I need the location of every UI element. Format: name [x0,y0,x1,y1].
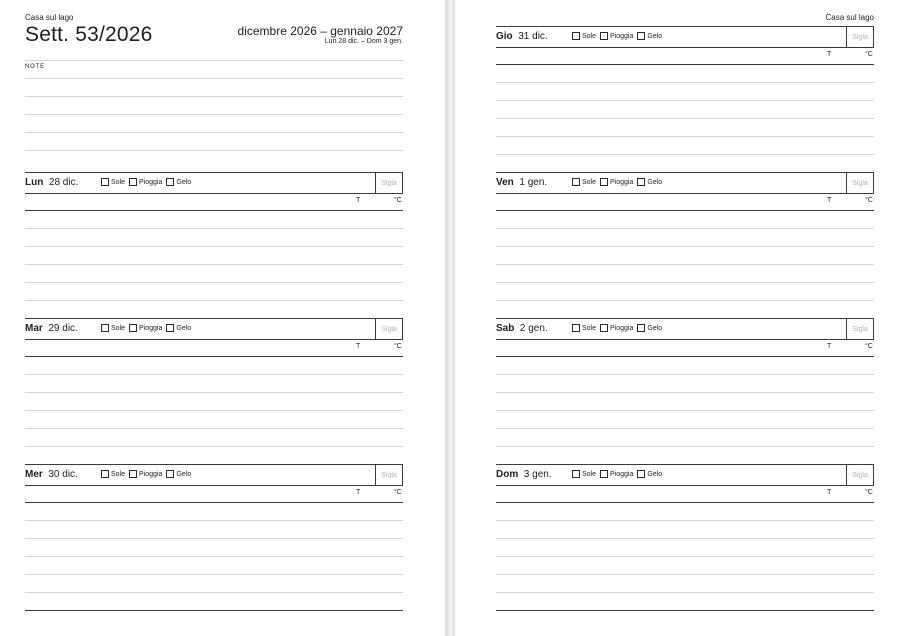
day-top-rule [25,172,403,173]
day-date: 3 gen. [523,469,552,480]
rain-checkbox[interactable] [129,470,137,478]
frost-option[interactable] [166,178,191,186]
sigla-label: Sigla [852,33,868,41]
writing-line [496,410,874,411]
writing-line [496,592,874,593]
writing-line [25,556,403,557]
sun-label: Sole [111,324,126,332]
sun-label: Sole [582,32,597,40]
temperature-unit: °C [865,197,873,204]
rain-option[interactable] [600,178,633,186]
frost-checkbox[interactable] [166,470,174,478]
sigla-label: Sigla [381,471,397,479]
writing-line [25,300,403,301]
notes-line [25,78,403,79]
sun-option[interactable] [101,470,125,478]
day-section [496,318,874,468]
frost-label: Gelo [176,178,192,186]
frost-option[interactable] [637,32,662,40]
sun-checkbox[interactable] [572,32,580,40]
writing-line [496,118,874,119]
rain-label: Pioggia [139,324,163,332]
rain-option[interactable] [129,178,162,186]
sigla-box[interactable] [846,464,874,486]
writing-line [25,410,403,411]
day-of-week: Mer [25,469,43,480]
temperature-rule [496,356,874,357]
sun-option[interactable] [572,178,596,186]
day-label [25,469,78,480]
sun-checkbox[interactable] [101,324,109,332]
temperature-rule [496,210,874,211]
notes-line [25,132,403,133]
day-of-week: Sab [496,323,515,334]
writing-line [496,282,874,283]
day-of-week: Lun [25,177,44,188]
temperature-rule [25,210,403,211]
temperature-rule [496,502,874,503]
day-label [25,323,78,334]
day-header-rule [25,485,403,486]
sun-label: Sole [111,178,126,186]
rain-label: Pioggia [610,324,634,332]
temperature-label: T [827,51,832,58]
writing-line [496,246,874,247]
writing-line [25,228,403,229]
temperature-rule [496,64,874,65]
day-date: 28 dic. [48,177,79,188]
writing-line [25,282,403,283]
writing-line [496,556,874,557]
day-top-rule [25,464,403,465]
sigla-box[interactable] [846,318,874,340]
book-gutter [445,0,455,636]
weather-options [101,178,195,186]
day-date: 29 dic. [48,323,78,334]
frost-option[interactable] [166,324,191,332]
left-page [0,0,445,636]
sun-checkbox[interactable] [101,178,109,186]
notes-line [25,96,403,97]
temperature-unit: °C [394,343,402,350]
frost-checkbox[interactable] [637,178,645,186]
sun-option[interactable] [572,470,596,478]
frost-label: Gelo [647,32,663,40]
temperature-unit: °C [865,51,873,58]
page-bottom-rule [25,610,403,611]
writing-line [25,520,403,521]
frost-checkbox[interactable] [637,32,645,40]
writing-line [25,428,403,429]
sun-option[interactable] [101,178,125,186]
day-header-rule [496,47,874,48]
day-date: 2 gen. [519,323,548,334]
day-top-rule [496,172,874,173]
day-section [25,318,403,468]
sigla-label: Sigla [852,471,868,479]
rain-label: Pioggia [610,178,634,186]
rain-checkbox[interactable] [600,470,608,478]
day-of-week: Mar [25,323,43,334]
month-range: dicembre 2026 – gennaio 2027 [237,24,403,38]
writing-line [496,446,874,447]
day-label [496,323,548,334]
writing-line [496,82,874,83]
rain-option[interactable] [600,32,633,40]
rain-option[interactable] [600,324,633,332]
day-label [25,177,78,188]
day-date: 1 gen. [519,177,548,188]
temperature-label: T [356,343,361,350]
writing-line [25,246,403,247]
writing-line [496,520,874,521]
sigla-box[interactable] [375,172,403,194]
day-header-rule [496,485,874,486]
day-section [496,464,874,614]
day-top-rule [496,464,874,465]
temperature-label: T [827,489,832,496]
day-section [496,26,874,176]
place-label: Casa sul lago [825,13,874,22]
temperature-unit: °C [394,489,402,496]
writing-line [496,574,874,575]
day-date: 30 dic. [48,469,78,480]
rain-label: Pioggia [139,178,163,186]
day-header-rule [496,193,874,194]
frost-option[interactable] [166,470,191,478]
frost-label: Gelo [647,470,663,478]
frost-label: Gelo [647,178,663,186]
day-section [25,172,403,322]
day-section [496,172,874,322]
frost-option[interactable] [637,470,662,478]
week-title: Sett. 53/2026 [25,23,153,46]
writing-line [496,228,874,229]
weather-options [572,324,666,332]
writing-line [496,538,874,539]
writing-line [25,538,403,539]
frost-option[interactable] [637,324,662,332]
rain-option[interactable] [129,470,162,478]
sigla-label: Sigla [852,179,868,187]
day-of-week: Dom [496,469,519,480]
sigla-box[interactable] [846,26,874,48]
frost-checkbox[interactable] [637,470,645,478]
sun-checkbox[interactable] [572,178,580,186]
sun-option[interactable] [572,324,596,332]
day-top-rule [25,318,403,319]
writing-line [496,374,874,375]
notes-label: NOTE [25,64,45,70]
temperature-label: T [356,489,361,496]
temperature-label: T [356,197,361,204]
rain-label: Pioggia [610,32,634,40]
day-header-rule [25,193,403,194]
sigla-box[interactable] [375,318,403,340]
day-label [496,469,552,480]
writing-line [25,592,403,593]
weather-options [101,324,195,332]
writing-line [496,392,874,393]
sun-checkbox[interactable] [101,470,109,478]
day-of-week: Ven [496,177,514,188]
day-top-rule [496,318,874,319]
writing-line [496,136,874,137]
day-of-week: Gio [496,31,513,42]
rain-option[interactable] [600,470,633,478]
rain-checkbox[interactable] [600,32,608,40]
sigla-label: Sigla [381,325,397,333]
weather-options [572,32,666,40]
day-label [496,177,547,188]
writing-line [25,574,403,575]
sun-checkbox[interactable] [572,324,580,332]
temperature-unit: °C [865,343,873,350]
sigla-label: Sigla [381,179,397,187]
sun-checkbox[interactable] [572,470,580,478]
frost-label: Gelo [176,324,192,332]
frost-option[interactable] [637,178,662,186]
writing-line [496,100,874,101]
temperature-label: T [827,343,832,350]
rain-checkbox[interactable] [129,178,137,186]
sun-label: Sole [582,470,597,478]
notes-line [25,150,403,151]
day-section [25,464,403,614]
writing-line [25,446,403,447]
writing-line [25,392,403,393]
rain-option[interactable] [129,324,162,332]
rain-checkbox[interactable] [600,324,608,332]
weather-options [572,470,666,478]
day-header-rule [496,339,874,340]
rain-checkbox[interactable] [129,324,137,332]
notes-line [25,114,403,115]
notes-top-rule [25,60,403,61]
temperature-unit: °C [394,197,402,204]
temperature-label: T [827,197,832,204]
writing-line [25,374,403,375]
writing-line [496,264,874,265]
frost-label: Gelo [647,324,663,332]
sun-option[interactable] [101,324,125,332]
sun-label: Sole [582,178,597,186]
sun-label: Sole [582,324,597,332]
day-date: 31 dic. [518,31,548,42]
page-bottom-rule [496,610,874,611]
weather-options [101,470,195,478]
sigla-label: Sigla [852,325,868,333]
sigla-box[interactable] [375,464,403,486]
frost-checkbox[interactable] [166,178,174,186]
rain-checkbox[interactable] [600,178,608,186]
writing-line [496,428,874,429]
frost-checkbox[interactable] [166,324,174,332]
temperature-unit: °C [865,489,873,496]
frost-label: Gelo [176,470,192,478]
day-header-rule [25,339,403,340]
day-top-rule [496,26,874,27]
rain-label: Pioggia [139,470,163,478]
rain-label: Pioggia [610,470,634,478]
date-range: Lun 28 dic. – Dom 3 gen. [324,38,403,45]
right-page [455,0,900,636]
sun-option[interactable] [572,32,596,40]
sigla-box[interactable] [846,172,874,194]
frost-checkbox[interactable] [637,324,645,332]
place-label: Casa sul lago [25,13,74,22]
weather-options [572,178,666,186]
writing-line [496,300,874,301]
sun-label: Sole [111,470,126,478]
writing-line [496,154,874,155]
day-label [496,31,548,42]
temperature-rule [25,502,403,503]
writing-line [25,264,403,265]
temperature-rule [25,356,403,357]
